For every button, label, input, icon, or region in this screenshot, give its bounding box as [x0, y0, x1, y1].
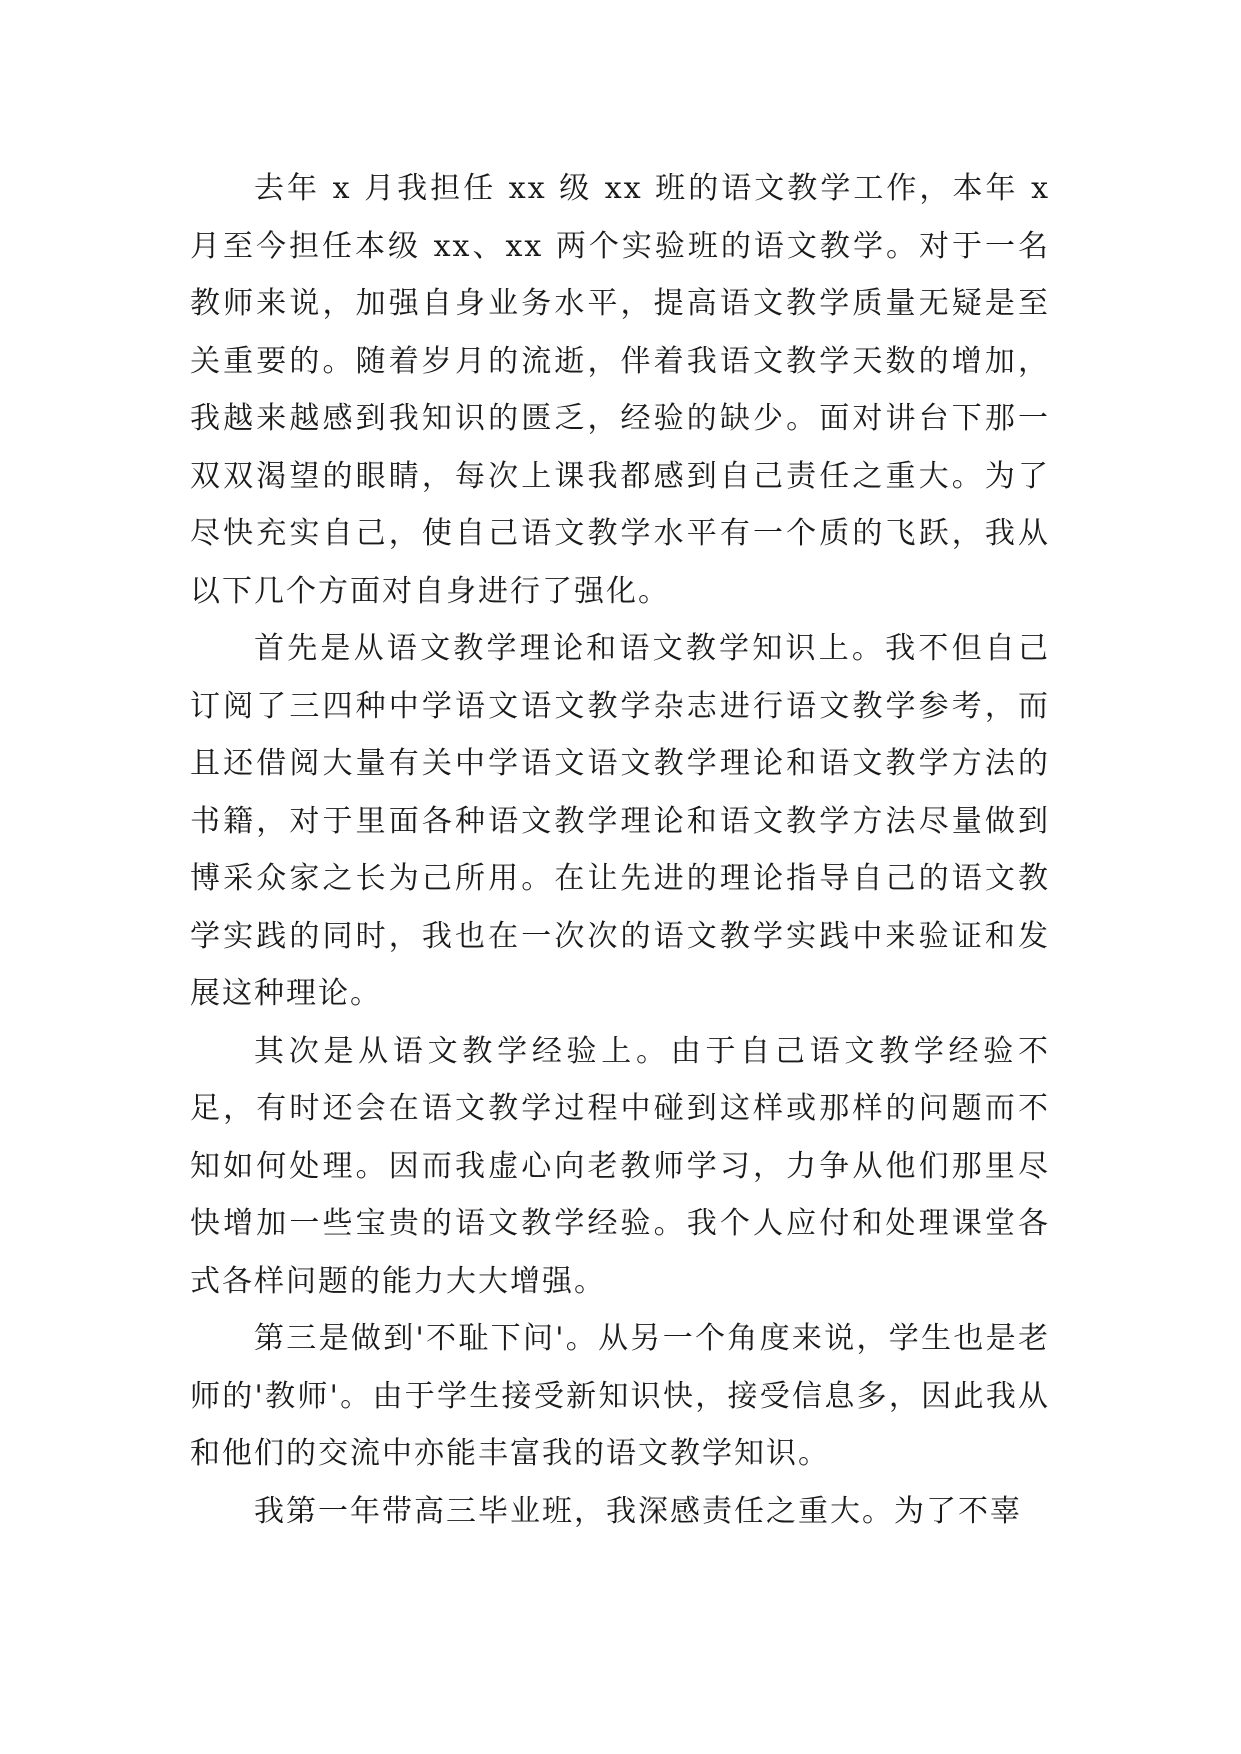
paragraph-2: 首先是从语文教学理论和语文教学知识上。我不但自己订阅了三四种中学语文语文教学杂志进行语文教学参考，而且还借阅大量有关中学语文语文教学理论和语文教学方法的书籍，对于里面各种语文教学理论和语文教学方法尽量做到博采众家之长为己所用。在让先进的理论指导自己的语文教学实践的同时，我也在一次次的语文教学实践中来验证和发展这种理论。 — [190, 631, 1050, 1011]
paragraph-3: 其次是从语文教学经验上。由于自己语文教学经验不足，有时还会在语文教学过程中碰到这样或那样的问题而不知如何处理。因而我虚心向老教师学习，力争从他们那里尽快增加一些宝贵的语文教学经验。我个人应付和处理课堂各式各样问题的能力大大增强。 — [190, 1033, 1050, 1299]
document-body — [190, 160, 1050, 1540]
paragraph-4: 第三是做到'不耻下问'。从另一个角度来说，学生也是老师的'教师'。由于学生接受新知识快，接受信息多，因此我从和他们的交流中亦能丰富我的语文教学知识。 — [190, 1321, 1050, 1471]
paragraph-5: 我第一年带高三毕业班，我深感责任之重大。为了不辜 — [254, 1493, 1022, 1529]
paragraph-1: 去年 x 月我担任 xx 级 xx 班的语文教学工作，本年 x 月至今担任本级 xx、xx 两个实验班的语文教学。对于一名教师来说，加强自身业务水平，提高语文教学质量无疑是至关重要的。随着岁月的流逝，伴着我语文教学天数的增加，我越来越感到我知识的匮乏，经验的缺少。面对讲台下那一双双渴望的眼睛，每次上课我都感到自己责任之重大。为了尽快充实自己，使自己语文教学水平有一个质的飞跃，我从以下几个方面对自身进行了强化。 — [190, 171, 1050, 609]
